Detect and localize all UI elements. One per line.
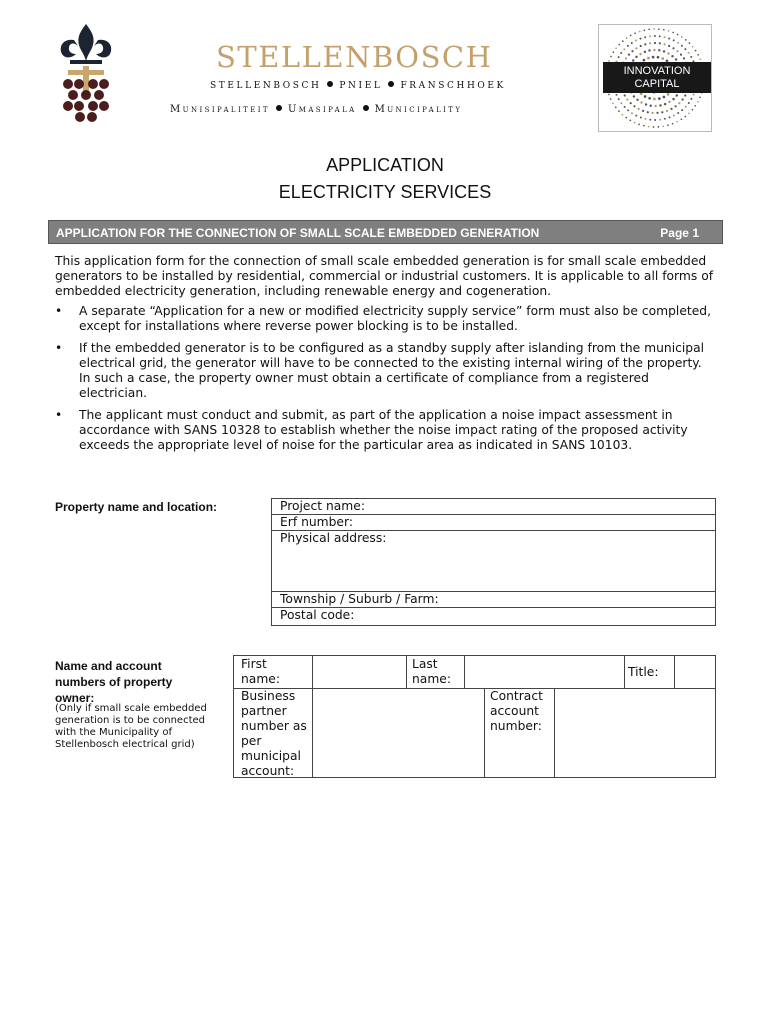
globe-dot [690, 56, 692, 58]
project-name-label: Project name: [280, 499, 365, 513]
globe-dot [663, 50, 665, 52]
globe-dot [644, 29, 646, 31]
list-item: • If the embedded generator is to be configured as a standby supply after islanding from the municipal electrical grid, the generator will have to be connected to the existing internal wiring of the property. In such a case, the property owner must obtain a certificate of compliance from a registered electrician. [55, 341, 715, 401]
globe-dot [631, 50, 633, 52]
globe-dot [695, 50, 697, 52]
erf-number-label: Erf number: [280, 515, 353, 529]
globe-dot [615, 47, 617, 49]
contract-number-label: Contract account number: [490, 689, 543, 733]
globe-dot [627, 45, 629, 47]
globe-dot [685, 106, 687, 108]
globe-dot [683, 57, 685, 59]
globe-dot [653, 126, 655, 128]
globe-dot [663, 96, 666, 99]
globe-dot [697, 101, 699, 103]
banner-title: APPLICATION FOR THE CONNECTION OF SMALL SCALE EMBEDDED GENERATION [56, 226, 540, 240]
globe-dot [658, 49, 660, 51]
globe-dot [653, 49, 655, 51]
township-label: Township / Suburb / Farm: [280, 592, 439, 606]
globe-dot [649, 35, 651, 37]
municipality-afrikaans: Munisipaliteit [170, 104, 270, 115]
brand-towns [210, 81, 506, 91]
globe-dot [635, 40, 637, 42]
list-item: • A separate “Application for a new or modified electricity supply service” form must also be completed, except for installations where reverse power blocking is to be installed. [55, 304, 715, 334]
globe-dot [663, 29, 665, 31]
globe-dot [626, 99, 628, 101]
globe-dot [657, 56, 660, 59]
last-name-label: Last name: [412, 657, 452, 686]
globe-dot [692, 109, 694, 111]
globe-dot [677, 112, 679, 114]
globe-dot [667, 52, 669, 54]
globe-dot [635, 115, 637, 117]
globe-dot [688, 52, 690, 54]
globe-dot [659, 35, 661, 37]
globe-dot [624, 94, 626, 96]
separator-dot-icon [276, 105, 282, 111]
globe-dot [677, 34, 679, 36]
globe-dot [672, 98, 674, 100]
globe-dot [658, 28, 660, 30]
globe-dot [667, 124, 669, 126]
globe-dot [634, 122, 636, 124]
globe-dot [647, 57, 650, 60]
globe-dot [668, 30, 670, 32]
globe-dot [664, 36, 666, 38]
globe-dot [688, 102, 690, 104]
globe-dot [647, 111, 649, 113]
globe-dot [676, 121, 678, 123]
globe-dot [673, 115, 675, 117]
globe-dot [664, 43, 666, 45]
globe-dot [622, 40, 624, 42]
globe-dot [630, 35, 632, 37]
globe-dot [634, 32, 636, 34]
globe-dot [612, 51, 614, 53]
property-label: Property name and location: [55, 500, 218, 514]
globe-dot [639, 31, 641, 33]
globe-dot [677, 42, 679, 44]
globe-dot [648, 126, 650, 128]
globe-dot [668, 45, 670, 47]
badge-line2: CAPITAL [634, 78, 680, 90]
globe-dot [673, 39, 675, 41]
brand-title: STELLENBOSCH [216, 40, 493, 74]
divider [312, 656, 313, 688]
globe-dot [681, 45, 683, 47]
document-title-line1: APPLICATION [326, 155, 444, 175]
globe-dot [664, 103, 666, 105]
globe-dot [690, 98, 692, 100]
globe-dot [610, 56, 612, 58]
globe-dot [659, 119, 661, 121]
globe-dot [678, 102, 680, 104]
globe-dot [684, 48, 686, 50]
globe-dot [625, 117, 627, 119]
divider [624, 656, 625, 688]
globe-dot [653, 28, 655, 30]
brand-municipality [170, 104, 462, 115]
municipality-english: Municipality [374, 104, 463, 115]
globe-dot [662, 125, 664, 127]
list-item: • The applicant must conduct and submit, as part of the application a noise impact assessment in accordance with SANS 10328 to establish whether the noise impact rating of the proposed activity exceeds the appropriate level of noise for the particular area as indicated in SANS 10103. [55, 408, 715, 453]
globe-dot [659, 104, 661, 106]
globe-dot [645, 118, 647, 120]
globe-dot [661, 111, 663, 113]
badge-line1: INNOVATION [623, 65, 691, 77]
globe-dot [610, 98, 612, 100]
globe-dot [675, 58, 677, 60]
separator-dot-icon [327, 81, 333, 87]
badge-band [603, 62, 711, 93]
globe-dot [692, 46, 694, 48]
separator-dot-icon [388, 81, 394, 87]
globe-dot [689, 42, 691, 44]
globe-dot [684, 94, 686, 96]
globe-dot [642, 110, 644, 112]
globe-dot [615, 107, 617, 109]
globe-dot [612, 102, 614, 104]
globe-dot [675, 105, 677, 107]
separator-dot-icon [363, 105, 369, 111]
first-name-label: First name: [241, 657, 281, 686]
globe-dot [640, 117, 642, 119]
globe-dot [635, 56, 637, 58]
globe-dot [669, 116, 671, 118]
globe-dot [681, 109, 683, 111]
globe-dot [672, 123, 674, 125]
section-banner [48, 220, 723, 244]
divider [484, 688, 485, 777]
globe-dot [616, 94, 618, 96]
globe-dot [648, 28, 650, 30]
document-title-line2: ELECTRICITY SERVICES [278, 182, 492, 202]
globe-dot [644, 36, 646, 38]
globe-dot [652, 56, 655, 59]
globe-dot [681, 118, 683, 120]
town-franschhoek: FRANSCHHOEK [400, 81, 506, 91]
globe-dot [694, 105, 696, 107]
owner-table [233, 655, 716, 778]
globe-dot [618, 110, 620, 112]
globe-dot [653, 98, 656, 101]
divider [406, 656, 407, 688]
globe-dot [624, 106, 626, 108]
globe-dot [649, 42, 651, 44]
globe-dot [645, 103, 647, 105]
globe-dot [676, 94, 678, 96]
globe-dot [620, 102, 622, 104]
globe-dot [622, 114, 624, 116]
globe-dot [618, 44, 620, 46]
physical-address-label: Physical address: [280, 531, 387, 545]
globe-dot [676, 50, 678, 52]
globe-dot [672, 32, 674, 34]
globe-dot [620, 52, 622, 54]
globe-dot [659, 42, 661, 44]
globe-dot [681, 36, 683, 38]
globe-dot [636, 99, 638, 101]
intro-paragraph: This application form for the connection of small scale embedded generation is for small scale embedded generators to be installed by residential, commercial or industrial customers. It is applicable to all forms of embedded electricity generation, including renewable energy and cogeneration. [55, 254, 714, 298]
globe-dot [630, 102, 632, 104]
owner-note: (Only if small scale embedded generation is to be connected with the Municipality of Stellenbosch electrical grid) [55, 703, 207, 750]
globe-dot [639, 53, 641, 55]
globe-dot [643, 125, 645, 127]
page-number: Page 1 [660, 226, 699, 240]
divider [554, 688, 555, 777]
globe-dot [664, 118, 666, 120]
globe-dot [658, 126, 660, 128]
globe-dot [699, 96, 701, 98]
owner-label: Name and account numbers of property owner: [55, 659, 173, 705]
globe-dot [640, 101, 642, 103]
postal-code-label: Postal code: [280, 608, 355, 622]
title-label: Title: [628, 665, 659, 679]
globe-dot [688, 112, 690, 114]
globe-dot [638, 108, 640, 110]
globe-dot [654, 42, 656, 44]
globe-dot [684, 116, 686, 118]
divider [312, 688, 313, 777]
globe-dot [667, 93, 670, 96]
divider [464, 656, 465, 688]
globe-dot [629, 119, 631, 121]
globe-dot [697, 54, 699, 56]
globe-dot [654, 119, 656, 121]
globe-dot [644, 43, 646, 45]
globe-dot [631, 112, 633, 114]
globe-dot [661, 57, 664, 60]
globe-dot [668, 38, 670, 40]
globe-dot [640, 38, 642, 40]
globe-dot [666, 110, 668, 112]
globe-dot [648, 97, 651, 100]
globe-dot [633, 95, 635, 97]
innovation-capital-badge [598, 24, 712, 132]
globe-dot [649, 104, 651, 106]
globe-dot [668, 101, 670, 103]
globe-dot [699, 58, 701, 60]
globe-dot [693, 94, 695, 96]
globe-dot [685, 39, 687, 41]
globe-dot [627, 109, 629, 111]
municipality-xhosa: Umasipala [287, 104, 357, 115]
globe-dot [633, 105, 635, 107]
globe-dot [654, 35, 656, 37]
globe-dot [670, 108, 672, 110]
stellenbosch-coat-of-arms-logo [52, 22, 120, 130]
globe-dot [671, 55, 673, 57]
globe-dot [623, 48, 625, 50]
globe-dot [682, 98, 684, 100]
globe-dot [644, 51, 646, 53]
divider [674, 656, 675, 688]
globe-dot [625, 57, 627, 59]
town-stellenbosch: STELLENBOSCH [210, 81, 322, 91]
globe-dot [648, 49, 650, 51]
property-table [271, 498, 716, 626]
globe-dot [640, 45, 642, 47]
globe-dot [635, 47, 637, 49]
globe-dot [628, 54, 630, 56]
globe-dot [618, 98, 620, 100]
globe-dot [618, 56, 620, 58]
globe-dot [672, 47, 674, 49]
requirements-list [55, 304, 715, 460]
globe-dot [652, 112, 654, 114]
globe-dot [649, 119, 651, 121]
globe-dot [626, 37, 628, 39]
globe-dot [638, 124, 640, 126]
globe-dot [631, 42, 633, 44]
bp-number-label: Business partner number as per municipal account: [241, 689, 307, 778]
globe-dot [654, 105, 656, 107]
globe-dot [656, 112, 658, 114]
globe-dot [644, 95, 647, 98]
globe-dot [680, 54, 682, 56]
globe-dot [658, 97, 661, 100]
globe-dot [608, 94, 610, 96]
town-pniel: PNIEL [339, 81, 383, 91]
